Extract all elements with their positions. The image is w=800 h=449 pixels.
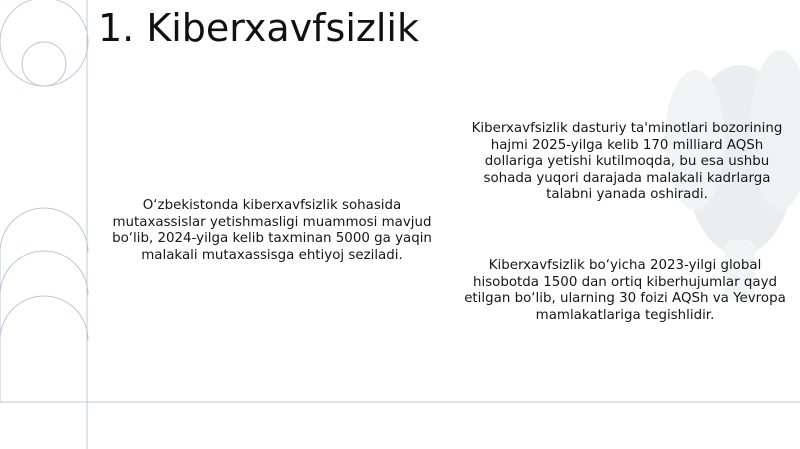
paragraph-specialist-shortage: O‘zbekistonda kiberxavfsizlik sohasida mutaxassislar yetishmasligi muammosi mavjud bo‘lib, 2024-yilga kelib taxminan 5000 ga yaqin malakali mutaxassisga ehtiyoj seziladi. [112, 198, 432, 263]
decor-arc-3 [0, 296, 88, 340]
paragraph-market-size: Kiberxavfsizlik dasturiy ta'minotlari bozorining hajmi 2025-yilga kelib 170 milliard AQSh dollariga yetishi kutilmoqda, bu esa ushbu sohada yuqori darajada malakali kadrlarga talabni yanada oshiradi. [471, 121, 783, 203]
slide-title: 1. Kiberxavfsizlik [98, 6, 419, 50]
decor-circle-large [0, 0, 88, 86]
decor-arc-1 [0, 208, 88, 252]
decor-arc-2 [0, 251, 88, 295]
decor-circle-small [22, 42, 66, 86]
paragraph-global-report: Kiberxavfsizlik bo‘yicha 2023-yilgi global hisobotda 1500 dan ortiq kiberhujumlar qayd etilgan bo‘lib, ularning 30 foizi AQSh va Yevropa mamlakatlariga tegishlidir. [464, 258, 786, 323]
